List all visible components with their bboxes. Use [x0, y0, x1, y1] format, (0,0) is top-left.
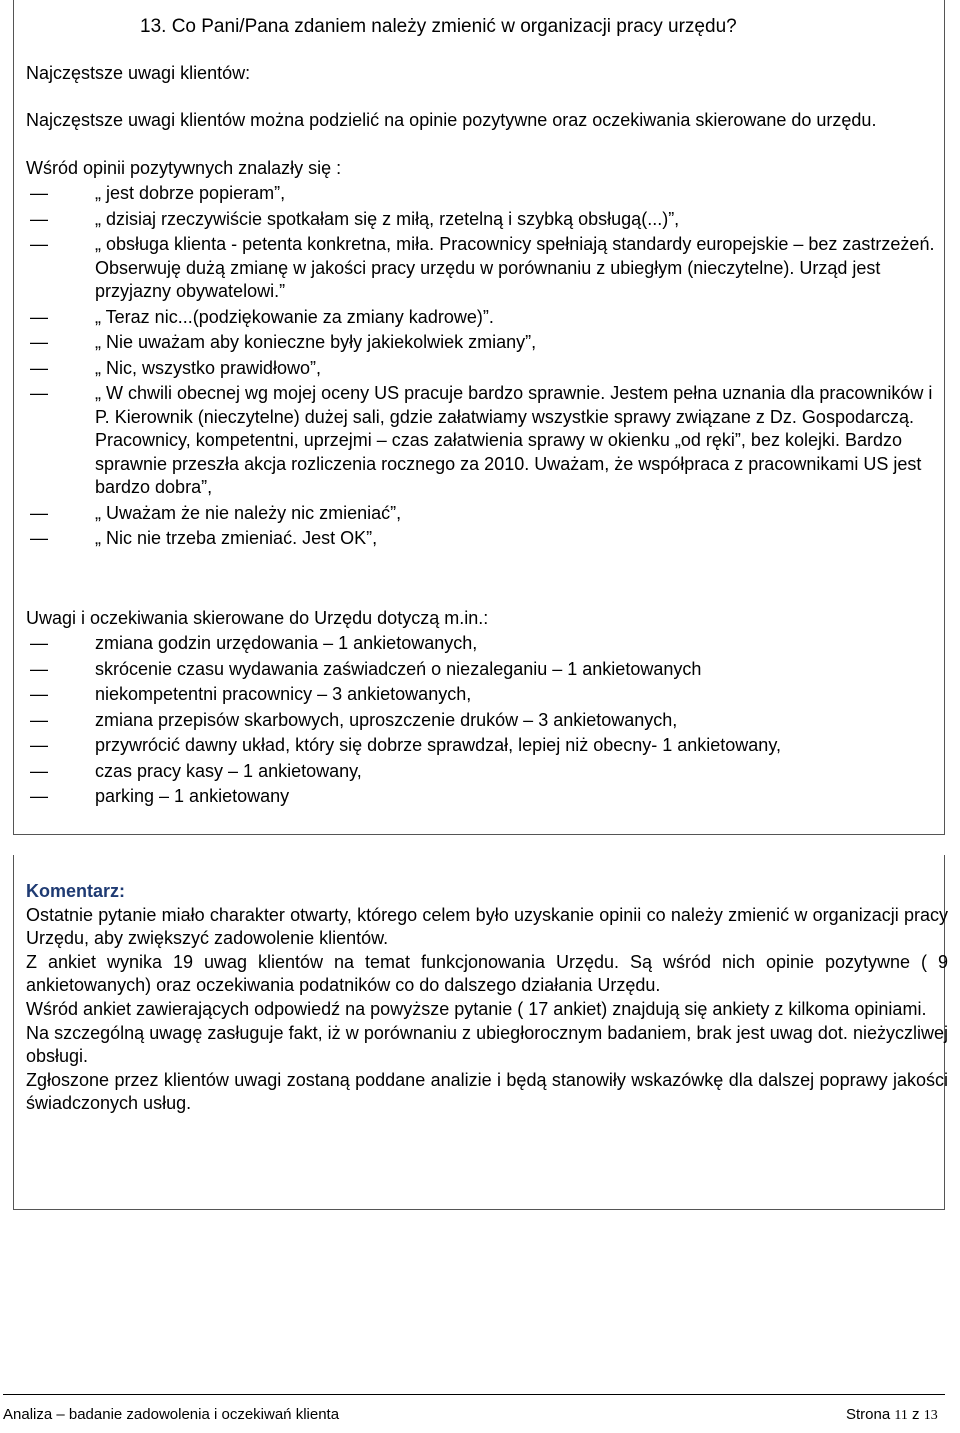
positive-opinions-list — [26, 182, 938, 553]
list-item: — zmiana godzin urzędowania – 1 ankietowanych, — [26, 632, 938, 656]
page-current: 11 — [894, 1408, 908, 1423]
list-item: — „ Nic, wszystko prawidłowo”, — [26, 357, 938, 381]
comment-paragraph: Zgłoszone przez klientów uwagi zostaną poddane analizie i będą stanowiły wskazówkę dla dalszej poprawy jakości świadczonych usług. — [26, 1069, 948, 1114]
list-item: — „ Uważam że nie należy nic zmieniać”, — [26, 502, 938, 526]
footer-divider — [3, 1394, 945, 1395]
list-item: — „ dzisiaj rzeczywiście spotkałam się z miłą, rzetelną i szybką obsługą(...)”, — [26, 208, 938, 232]
list-item: — zmiana przepisów skarbowych, uproszczenie druków – 3 ankietowanych, — [26, 709, 938, 733]
comment-paragraph: Z ankiet wynika 19 uwag klientów na temat funkcjonowania Urzędu. Są wśród nich opinie pozytywne ( 9 ankietowanych) oraz oczekiwania podatników co do dalszego działania Urzędu. — [26, 951, 948, 996]
list-item: — „ obsługa klienta - petenta konkretna, miła. Pracownicy spełniają standardy europejskie – bez zastrzeżeń. Obserwuję dużą zmianę w jakości pracy urzędu w porównaniu z ubiegłym (nieczytelne). Urząd jest przyjazny obywatelowi.” — [26, 233, 938, 304]
list-item: — „ Nic nie trzeba zmieniać. Jest OK”, — [26, 527, 938, 551]
list-item: — niekompetentni pracownicy – 3 ankietowanych, — [26, 683, 938, 707]
list-item: — „ Teraz nic...(podziękowanie za zmiany kadrowe)”. — [26, 306, 938, 330]
page-separator: z — [912, 1406, 920, 1423]
list-item: — skrócenie czasu wydawania zaświadczeń o niezaleganiu – 1 ankietowanych — [26, 658, 938, 682]
footer-title: Analiza – badanie zadowolenia i oczekiwań klienta — [3, 1406, 340, 1423]
list-item: — „ jest dobrze popieram”, — [26, 182, 938, 206]
page-total: 13 — [923, 1408, 938, 1423]
list-item: — czas pracy kasy – 1 ankietowany, — [26, 760, 938, 784]
intro-paragraph: Najczęstsze uwagi klientów można podzielić na opinie pozytywne oraz oczekiwania skierowane do urzędu. — [26, 110, 877, 130]
list-item: — „ W chwili obecnej wg mojej oceny US pracuje bardzo sprawnie. Jestem pełna uznania dla pracowników i P. Kierownik (nieczytelne) dużej sali, gdzie załatwiamy wszystkie sprawy związane z Dz. Gospodarczą. Pracownicy, kompetentni, uprzejmi – czas załatwienia sprawy w okienku „od ręki”, bez kolejki. Bardzo sprawnie przeszła akcja rozliczenia rocznego za 2010. Uważam, że współpraca z pracownikami US jest bardzo dobra”, — [26, 382, 938, 500]
comment-paragraph: Na szczególną uwagę zasługuje fakt, iż w porównaniu z ubiegłorocznym badaniem, brak jest uwag dot. nieżyczliwej obsługi. — [26, 1022, 948, 1067]
comment-paragraph: Ostatnie pytanie miało charakter otwarty, którego celem było uzyskanie opinii co należy zmienić w organizacji pracy Urzędu, aby zwiększyć zadowolenie klientów. — [26, 904, 948, 949]
expectations-list — [26, 632, 938, 811]
expectations-intro: Uwagi i oczekiwania skierowane do Urzędu dotyczą m.in.: — [26, 608, 489, 628]
list-item: — parking – 1 ankietowany — [26, 785, 938, 809]
page-number — [846, 1406, 938, 1424]
question-title: 13. Co Pani/Pana zdaniem należy zmienić w organizacji pracy urzędu? — [140, 16, 737, 37]
section-heading: Najczęstsze uwagi klientów: — [26, 63, 251, 83]
positive-intro: Wśród opinii pozytywnych znalazły się : — [26, 158, 342, 178]
page-label: Strona — [846, 1406, 891, 1423]
comment-section — [26, 880, 948, 1116]
comment-heading: Komentarz: — [26, 881, 126, 901]
list-item: — „ Nie uważam aby konieczne były jakiekolwiek zmiany”, — [26, 331, 938, 355]
comment-paragraph: Wśród ankiet zawierających odpowiedź na powyższe pytanie ( 17 ankiet) znajdują się ankiety z kilkoma opiniami. — [26, 998, 927, 1019]
list-item: — przywrócić dawny układ, który się dobrze sprawdzał, lepiej niż obecny- 1 ankietowany, — [26, 734, 938, 758]
